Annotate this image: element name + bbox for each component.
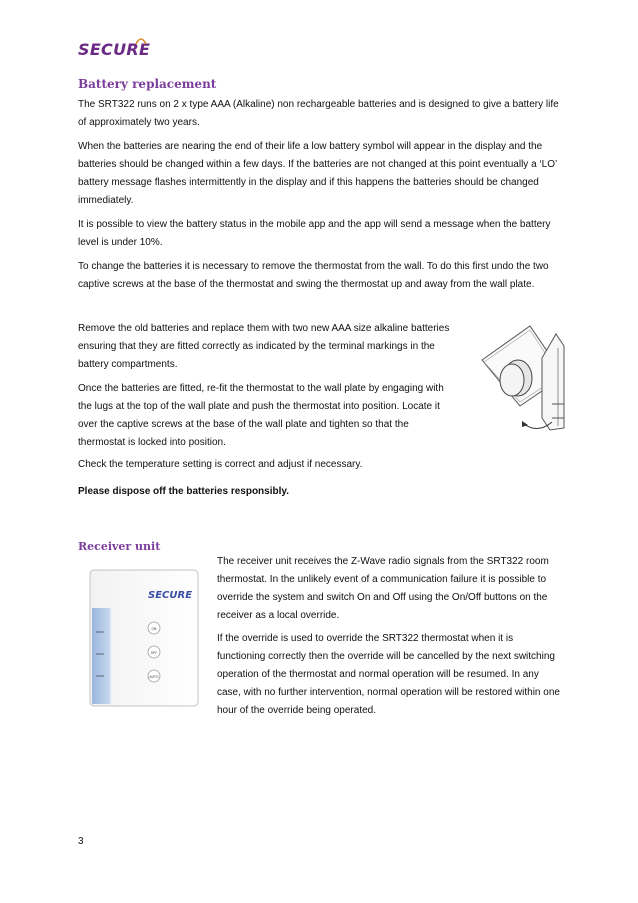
auto-button-label: AUTO (149, 675, 159, 679)
battery-paragraph-5: Remove the old batteries and replace them with two new AAA size alkaline batteries ensuring that they are fitted correctly as indicated by the terminal markings in the battery compartments. (78, 323, 450, 370)
thermostat-illustration (472, 318, 568, 438)
receiver-paragraph-1: The receiver unit receives the Z-Wave radio signals from the SRT322 room thermostat. In the unlikely event of a communication failure it is possible to override the system and switch On and Off using the On/Off buttons on the receiver as a local override. (217, 556, 549, 621)
receiver-unit-illustration (86, 562, 204, 710)
receiver-paragraph-2: If the override is used to override the SRT322 thermostat when it is functioning correctly then the override will be cancelled by the next switching operation of the thermostat and normal operation will be resumed. In any case, with no further intervention, normal operation will be restored within one hour of the override being operated. (217, 633, 560, 716)
battery-paragraph-7: Check the temperature setting is correct and adjust if necessary. (78, 459, 363, 470)
battery-paragraph-1: The SRT322 runs on 2 x type AAA (Alkaline) non rechargeable batteries and is designed to give a battery life of approximately two years. (78, 99, 559, 128)
auto-button-graphic (148, 670, 160, 682)
battery-paragraph-6: Once the batteries are fitted, re-fit the thermostat to the wall plate by engaging with the lugs at the top of the wall plate and push the thermostat into position. Locate it over the captive screws at the base of the wall plate and tighten so that the thermostat is locked into position. (78, 383, 444, 448)
on-button-label: ON (151, 627, 157, 631)
battery-paragraph-2: When the batteries are nearing the end of their life a low battery symbol will appear in the display and the batteries should be changed within a few days. If the batteries are not changed at this point eventually a ‘LO’ battery message flashes intermittently in the display and if this happens the batteries should be changed immediately. (78, 141, 557, 206)
off-button-label: OFF (150, 651, 158, 655)
secure-logo (78, 40, 168, 64)
battery-heading: Battery replacement (78, 77, 217, 91)
battery-paragraph-4: To change the batteries it is necessary to remove the thermostat from the wall. To do this first undo the two captive screws at the base of the thermostat and swing the thermostat up and away from the wall plate. (78, 261, 549, 290)
off-button-graphic (148, 646, 160, 658)
battery-paragraph-3: It is possible to view the battery status in the mobile app and the app will send a message when the battery level is under 10%. (78, 219, 551, 248)
page-number: 3 (78, 836, 84, 847)
battery-paragraph-8: Please dispose off the batteries responsibly. (78, 486, 289, 497)
receiver-heading: Receiver unit (78, 540, 161, 553)
logo-arc-icon (134, 34, 148, 46)
logo-text: SECURE (78, 40, 151, 59)
device-logo-text: SECURE (148, 590, 193, 601)
on-button-graphic (148, 622, 160, 634)
